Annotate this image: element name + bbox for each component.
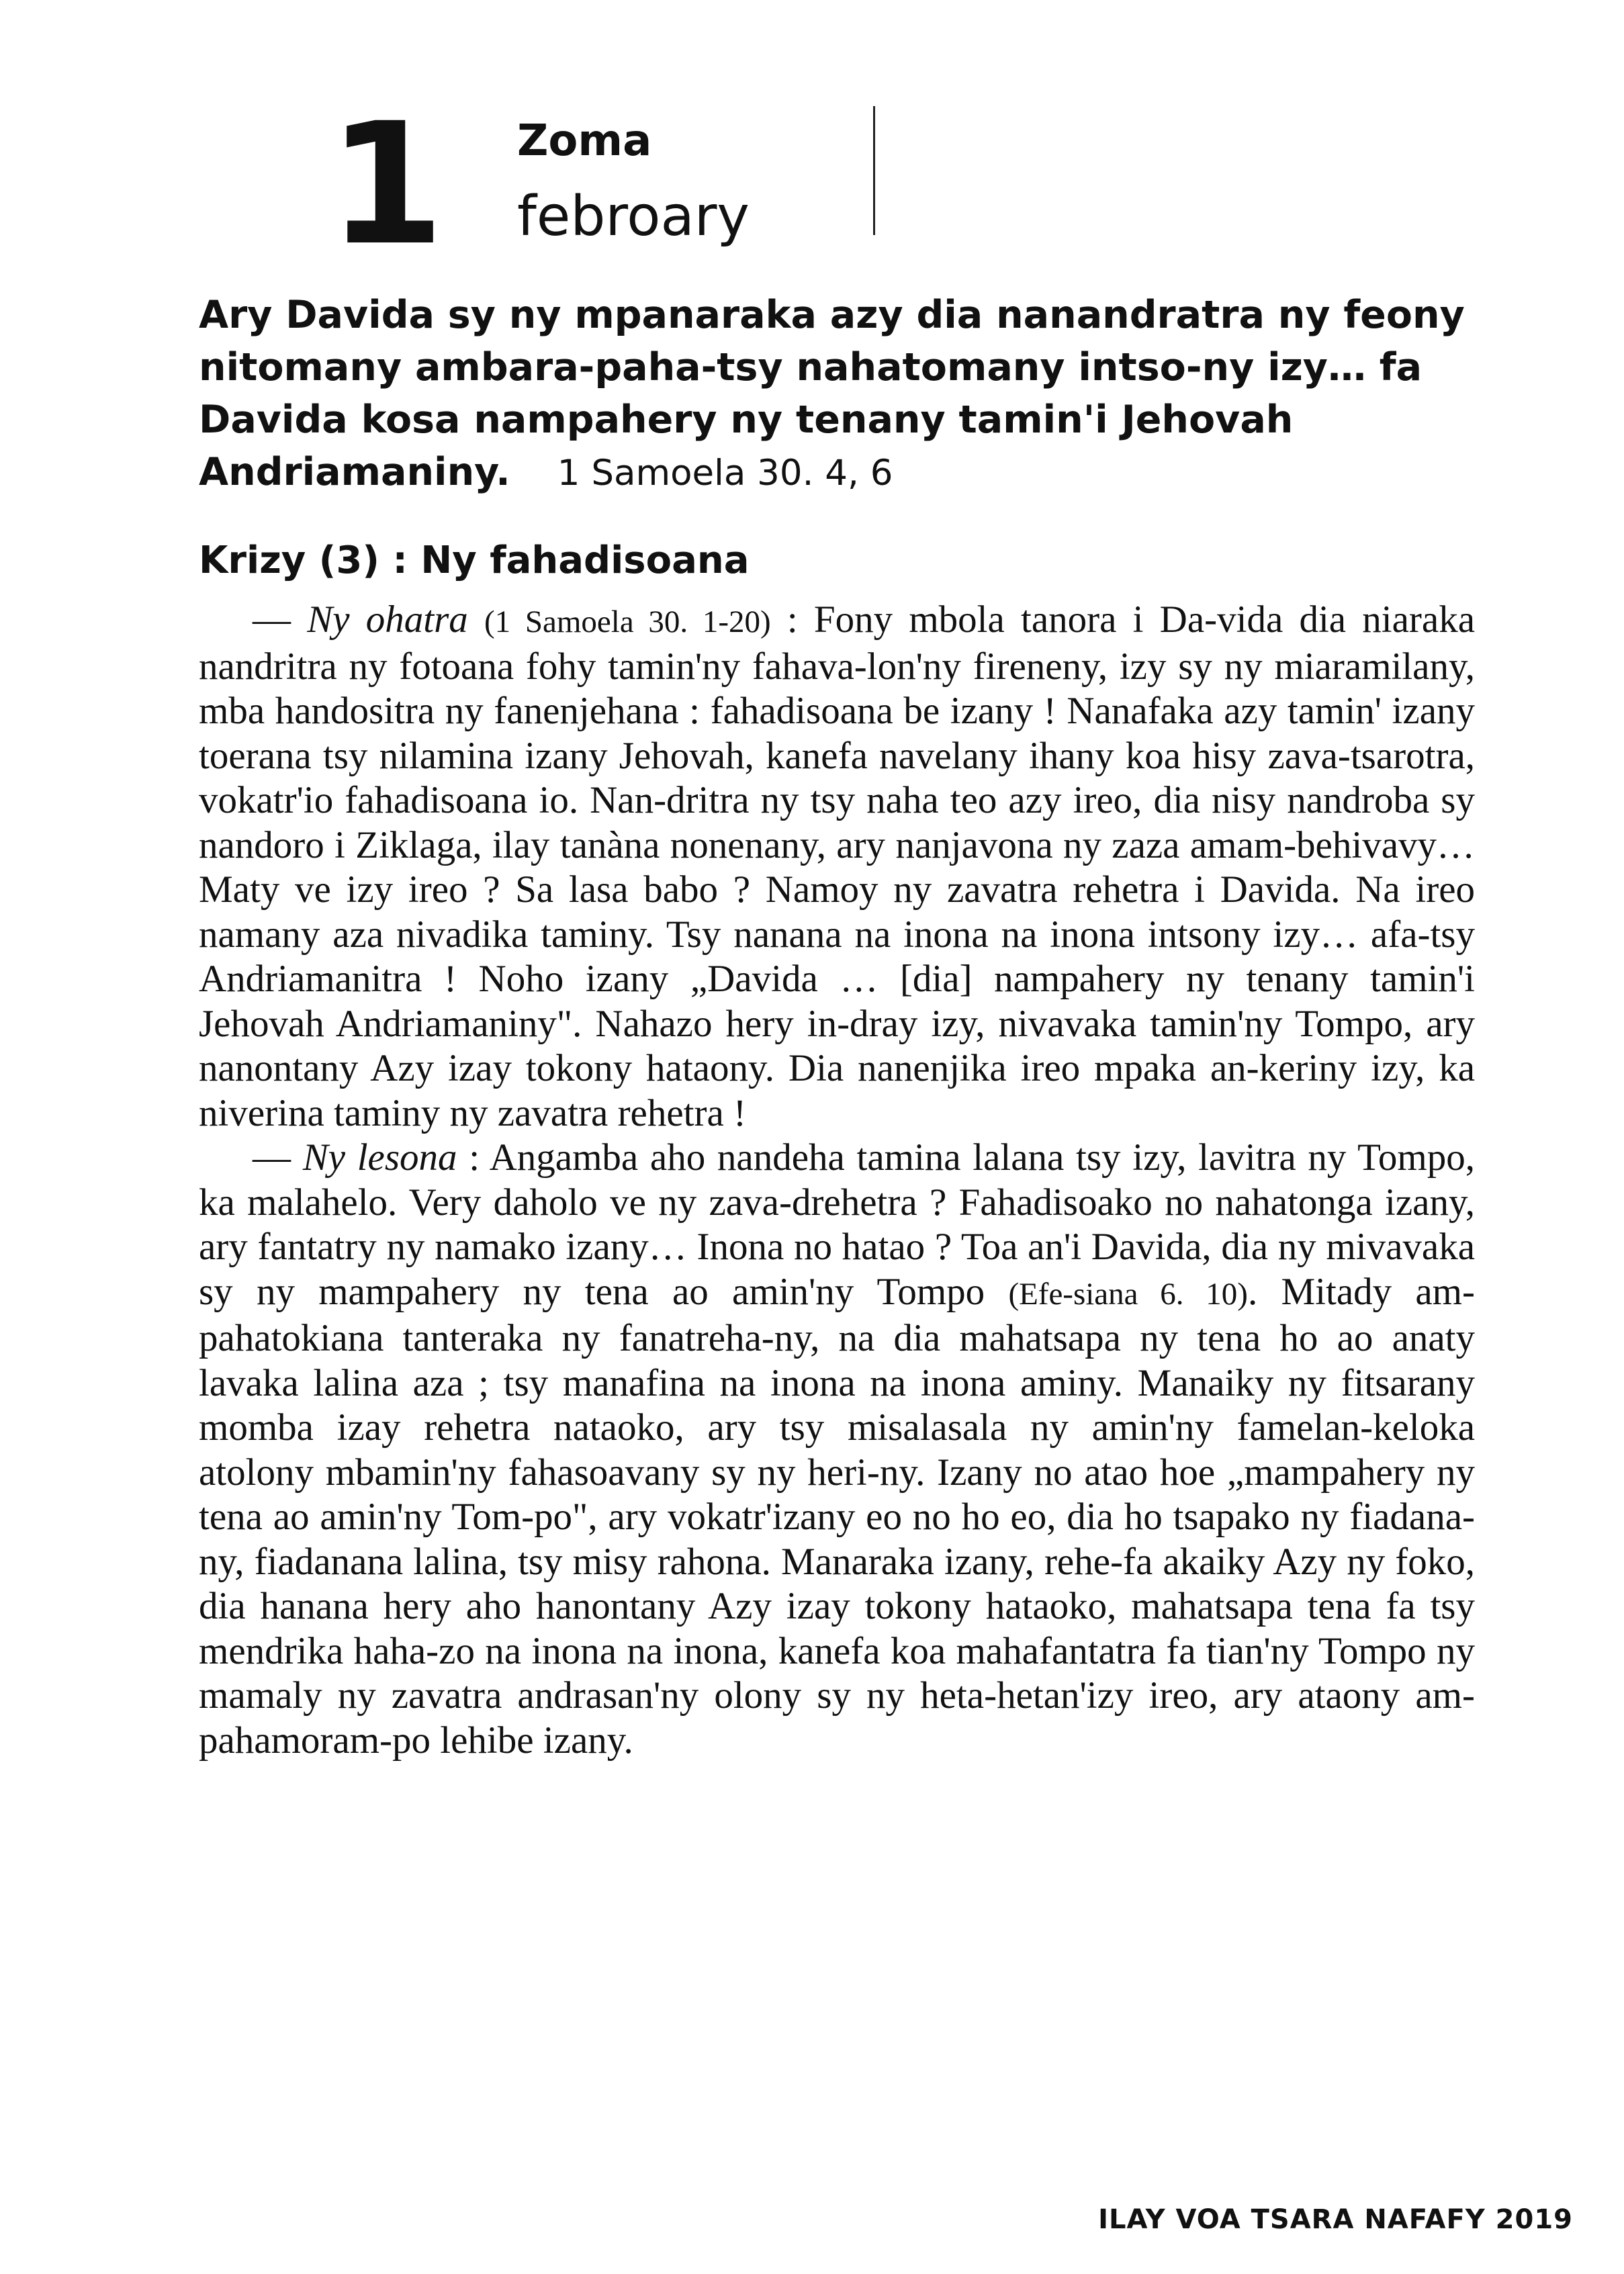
paragraph-text: : Fony mbola tanora i Da-vida dia niaraka nandritra ny fotoana fohy tamin'ny fahava-lon'ny fireneny, izy sy ny miaramilany, mba handositra ny fanenjehana : fahadisoana be izany ! Nanafaka azy tamin' izany toerana tsy nilamina izany Jehovah, kanefa navelany ihany koa hisy zava-tsarotra, vokatr'io fahadisoana io. Nan-dritra ny tsy naha teo azy ireo, dia nisy nandroba sy nandoro i Ziklaga, ilay tanàna nonenany, ary nanjavona ny zaza amam-behivavy… Maty ve izy ireo ? Sa lasa babo ? Namoy ny zavatra rehetra i Davida. Na ireo namany aza nivadika taminy. Tsy nanana na inona na inona intsony izy… afa-tsy Andriamanitra ! Noho izany „Davida … [dia] nampahery ny tenany tamin'i Jehovah Andriamaniny". Nahazo hery in-dray izy, nivavaka tamin'ny Tompo, ary nanontany Azy izay tokony hataony. Dia nanenjika ireo mpaka an-keriny izy, ka niverina taminy ny zavatra rehetra ! — [199, 598, 1476, 1134]
dash: — — [253, 1136, 303, 1179]
month-label: febroary — [517, 185, 750, 248]
dash: — — [253, 598, 308, 641]
weekday-label: Zoma — [517, 116, 652, 166]
footer-publication: ILAY VOA TSARA NAFAFY 2019 — [1098, 2204, 1573, 2235]
scripture-reference: (1 Samoela 30. 1-20) — [484, 604, 771, 639]
section-heading: Krizy (3) : Ny fahadisoana — [199, 539, 750, 582]
paragraph-text: : Angamba aho nandeha tamina lalana tsy izy, lavitra ny Tompo, ka malahelo. Very daholo ve ny zava-drehetra ? Fahadisoako no nahatonga izany, ary fantatry ny namako izany… Inona no hatao ? Toa an'i Davida, dia ny mivavaka sy ny mampahery ny tena ao amin'ny Tompo — [199, 1136, 1475, 1313]
paragraph-text: . Mitady am-pahatokiana tanteraka ny fanatreha-ny, na dia mahatsapa ny tena ho ao anaty lavaka lalina aza ; tsy manafina na inona na inona aminy. Manaiky ny fitsarany momba izay rehetra nataoko, ary tsy misalasala ny amin'ny famelan-keloka atolony mbamin'ny fahasoavany sy ny heri-ny. Izany no atao hoe „mampahery ny tena ao amin'ny Tom-po", ary vokatr'izany eo no ho eo, dia ho tsapako ny fiadana-ny, fiadanana lalina, tsy misy rahona. Manaraka izany, rehe-fa akaiky Azy ny foko, dia hanana hery aho hanontany Azy izay tokony hataoko, mahatsapa tena fa tsy mendrika haha-zo na inona na inona, kanefa koa mahafantatra fa tian'ny Tompo ny mamaly ny zavatra andrasan'ny olony sy ny heta-hetan'izy ireo, ary ataony am-pahamoram-po lehibe izany. — [199, 1270, 1475, 1762]
header-divider — [873, 106, 875, 235]
verse-reference: 1 Samoela 30. 4, 6 — [557, 453, 893, 494]
daily-verse — [199, 289, 1475, 500]
paragraph-label: Ny lesona — [302, 1136, 457, 1179]
paragraph-lesson — [199, 1136, 1475, 1763]
day-number: 1 — [328, 87, 441, 282]
paragraph-example — [199, 598, 1475, 1136]
verse-text: Ary Davida sy ny mpanaraka azy dia nanandratra ny feony nitomany ambara-paha-tsy nahatomany intso-ny izy… fa Davida kosa nampahery ny tenany tamin'i Jehovah Andriamaniny. — [199, 293, 1465, 494]
scripture-reference: (Efe-siana 6. 10) — [1008, 1276, 1248, 1312]
paragraph-label: Ny ohatra — [307, 598, 468, 641]
body-text — [199, 598, 1475, 1763]
